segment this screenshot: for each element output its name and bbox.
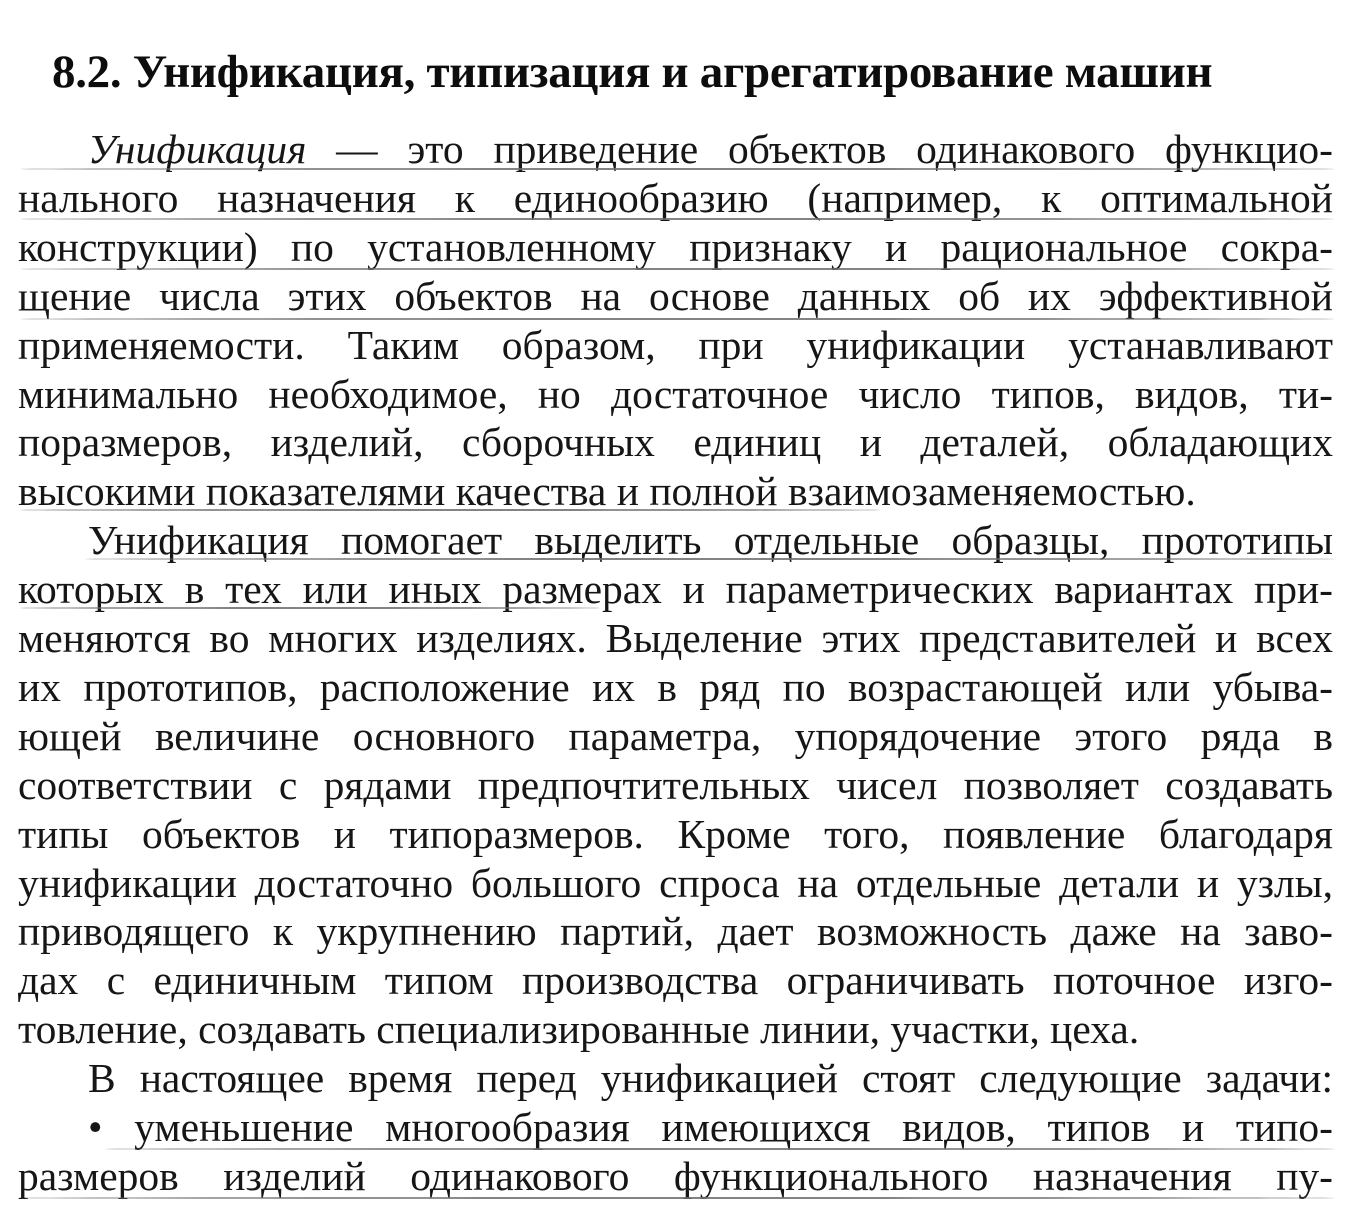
- text-line-content: В настоящее время перед унификацией стоят следующие задачи:: [88, 1055, 1333, 1102]
- text-line: [18, 662, 1333, 712]
- text-line: [18, 955, 1333, 1005]
- pencil-underline: [20, 268, 1335, 270]
- text-line-content: высокими показателями качества и полной взаимозаменяемостью.: [18, 468, 1196, 515]
- text-line-content: товление, создавать специализированные линии, участки, цеха.: [18, 1006, 1140, 1053]
- text-line: [18, 613, 1333, 663]
- text-line: [18, 711, 1333, 761]
- text-line-content: ющей величине основного параметра, упорядочение этого ряда в: [18, 712, 1333, 759]
- text-line: [88, 124, 1333, 174]
- pencil-underline: [20, 318, 1335, 320]
- text-line: [18, 369, 1333, 419]
- text-line: [18, 320, 1333, 370]
- text-line: [18, 222, 1333, 272]
- text-line: [88, 1102, 1333, 1152]
- text-line: [18, 417, 1333, 467]
- text-line-content: их прототипов, расположение их в ряд по возрастающей или убыва-: [18, 663, 1333, 710]
- text-line: [88, 1053, 1333, 1103]
- text-line: [18, 271, 1333, 321]
- text-line-content: применяемости. Таким образом, при унификации устанавливают: [18, 321, 1333, 368]
- text-line-content: поразмеров, изделий, сборочных единиц и деталей, обладающих: [18, 419, 1333, 466]
- text-line-content: меняются во многих изделиях. Выделение этих представителей и всех: [18, 615, 1333, 661]
- text-line-content: типы объектов и типоразмеров. Кроме того, появление благодаря: [18, 810, 1333, 857]
- text-line-content: • уменьшение многообразия имеющихся видов, типов и типо-: [88, 1104, 1333, 1150]
- section-heading: 8.2. Унификация, типизация и агрегатирование машин: [52, 46, 1213, 98]
- term-italic: Унификация: [88, 126, 307, 172]
- text-line: [18, 1004, 1333, 1054]
- text-line: [18, 1151, 1333, 1201]
- pencil-underline: [20, 1197, 1335, 1199]
- text-line-content: соответствии с рядами предпочтительных чисел позволяет создавать: [18, 761, 1333, 808]
- text-line: [18, 858, 1333, 908]
- pencil-underline: [20, 218, 1335, 220]
- pencil-underline: [20, 509, 880, 511]
- text-line-content: которых в тех или иных размерах и параметрических вариантах при-: [18, 566, 1333, 613]
- text-line-content: приводящего к укрупнению партий, дает возможность даже на заво-: [18, 908, 1333, 955]
- text-line-content: щение числа этих объектов на основе данных об их эффективной: [18, 272, 1333, 319]
- pencil-underline: [20, 168, 1335, 170]
- pencil-underline: [105, 1148, 1335, 1150]
- text-line: [18, 760, 1333, 810]
- text-line-content: Унификация помогает выделить отдельные образцы, прототипы: [88, 517, 1333, 564]
- text-line: [18, 809, 1333, 859]
- text-line-content: — это приведение объектов одинакового функцио-: [306, 126, 1333, 172]
- text-line: [18, 906, 1333, 956]
- pencil-underline: [20, 607, 600, 609]
- text-line-content: минимально необходимое, но достаточное число типов, видов, ти-: [18, 370, 1333, 417]
- text-line-content: конструкции) по установленному признаку и рациональное сокра-: [18, 223, 1333, 270]
- text-line-content: нального назначения к единообразию (например, к оптимальной: [18, 174, 1333, 221]
- text-line-content: размеров изделий одинакового функционального назначения пу-: [18, 1152, 1333, 1199]
- text-line-content: унификации достаточно большого спроса на отдельные детали и узлы,: [18, 859, 1333, 906]
- pencil-underline: [85, 558, 1335, 560]
- text-line-content: дах с единичным типом производства ограничивать поточное изго-: [18, 957, 1333, 1004]
- text-line: [18, 173, 1333, 223]
